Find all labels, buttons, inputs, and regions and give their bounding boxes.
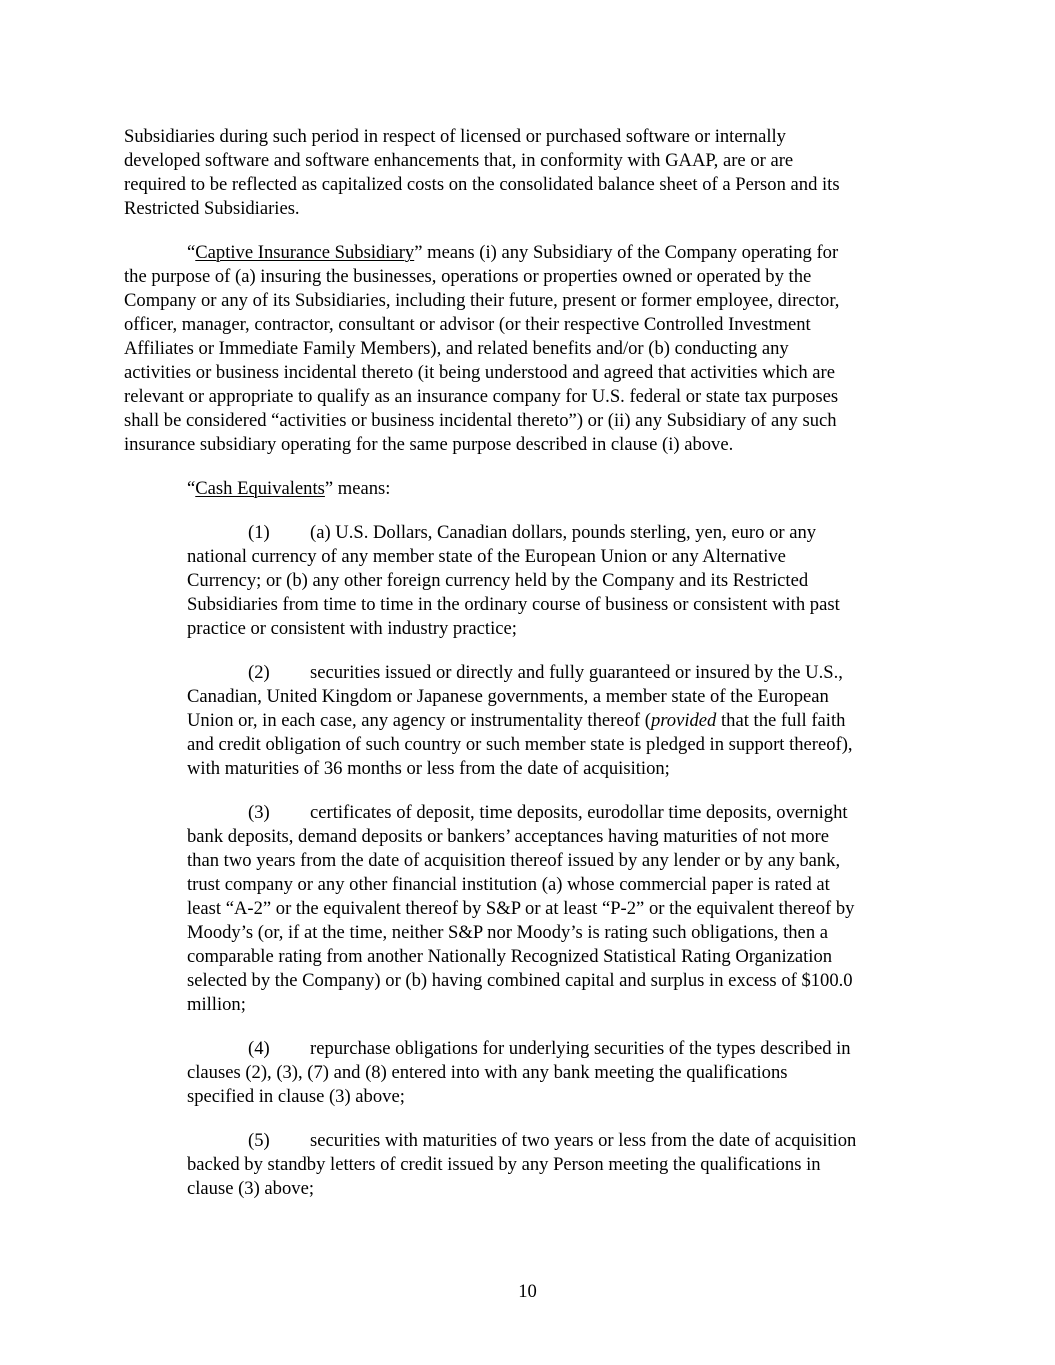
text-segment: Union or, in each case, any agency or instrumentality thereof ( (187, 710, 651, 731)
text-line: national currency of any member state of the European Union or any Alternative (187, 546, 786, 567)
text-line: clauses (2), (3), (7) and (8) entered into with any bank meeting the qualifications (187, 1062, 788, 1083)
text-line: activities or business incidental thereto (it being understood and agreed that activities which are (124, 362, 835, 383)
open-quote: “ (187, 242, 196, 263)
text-line: securities issued or directly and fully guaranteed or insured by the U.S., (310, 662, 843, 683)
text-line: certificates of deposit, time deposits, eurodollar time deposits, overnight (310, 802, 848, 823)
text-line: least “A-2” or the equivalent thereof by S&P or at least “P-2” or the equivalent thereof by (187, 898, 855, 919)
text-line: developed software and software enhancements that, in conformity with GAAP, are or are (124, 150, 794, 171)
text-line: with maturities of 36 months or less from the date of acquisition; (187, 758, 670, 779)
defined-term: Captive Insurance Subsidiary (195, 242, 415, 263)
text-line: trust company or any other financial institution (a) whose commercial paper is rated at (187, 874, 830, 895)
text-line: Restricted Subsidiaries. (124, 198, 300, 219)
definition-first-line (187, 241, 838, 265)
text-line: clause (3) above; (187, 1178, 314, 1199)
text-line: Subsidiaries during such period in respect of licensed or purchased software or internally (124, 126, 786, 147)
text-line: Subsidiaries from time to time in the ordinary course of business or consistent with past (187, 594, 840, 615)
italic-term: provided (650, 710, 717, 731)
text-line: securities with maturities of two years or less from the date of acquisition (310, 1130, 857, 1151)
clause-number: (5) (248, 1130, 270, 1151)
text-line: comparable rating from another Nationally Recognized Statistical Rating Organization (187, 946, 833, 967)
text-line: (a) U.S. Dollars, Canadian dollars, pounds sterling, yen, euro or any (310, 522, 817, 543)
cash-equivalents-definition (187, 477, 390, 501)
text-line: bank deposits, demand deposits or bankers’ acceptances having maturities of not more (187, 826, 829, 847)
text-line: relevant or appropriate to qualify as an insurance company for U.S. federal or state tax purposes (124, 386, 839, 407)
clause-number: (1) (248, 522, 270, 543)
text-line: officer, manager, contractor, consultant or advisor (or their respective Controlled Investment (124, 314, 811, 335)
text-line: shall be considered “activities or business incidental thereto”) or (ii) any Subsidiary of any such (124, 410, 837, 431)
text-line: million; (187, 994, 246, 1015)
text-line: selected by the Company) or (b) having combined capital and surplus in excess of $100.0 (187, 970, 853, 991)
clause-number: (3) (248, 802, 270, 823)
text-line: Affiliates or Immediate Family Members), and related benefits and/or (b) conducting any (124, 338, 789, 359)
text-line: repurchase obligations for underlying securities of the types described in (310, 1038, 851, 1059)
text-line: the purpose of (a) insuring the businesses, operations or properties owned or operated by the (124, 266, 812, 287)
text-line (187, 709, 845, 733)
text-line: and credit obligation of such country or such member state is pledged in support thereof), (187, 734, 853, 755)
text-line: Canadian, United Kingdom or Japanese governments, a member state of the European (187, 686, 829, 707)
text-line: specified in clause (3) above; (187, 1086, 405, 1107)
definition-text: ” means: (324, 478, 391, 499)
clause-number: (4) (248, 1038, 270, 1059)
definition-text: ” means (i) any Subsidiary of the Company operating for (414, 242, 839, 263)
text-line: than two years from the date of acquisition thereof issued by any lender or by any bank, (187, 850, 841, 871)
text-line: practice or consistent with industry practice; (187, 618, 517, 639)
text-line: backed by standby letters of credit issued by any Person meeting the qualifications in (187, 1154, 821, 1175)
open-quote: “ (187, 478, 196, 499)
defined-term: Cash Equivalents (195, 478, 325, 499)
text-segment: that the full faith (716, 710, 846, 731)
text-line: insurance subsidiary operating for the same purpose described in clause (i) above. (124, 434, 734, 455)
text-line: Currency; or (b) any other foreign currency held by the Company and its Restricted (187, 570, 809, 591)
page-number: 10 (518, 1281, 537, 1302)
text-line: required to be reflected as capitalized costs on the consolidated balance sheet of a Person and its (124, 174, 840, 195)
clause-number: (2) (248, 662, 270, 683)
text-line: Moody’s (or, if at the time, neither S&P nor Moody’s is rating such obligations, then a (187, 922, 829, 943)
text-line: Company or any of its Subsidiaries, including their future, present or former employee, director, (124, 290, 840, 311)
